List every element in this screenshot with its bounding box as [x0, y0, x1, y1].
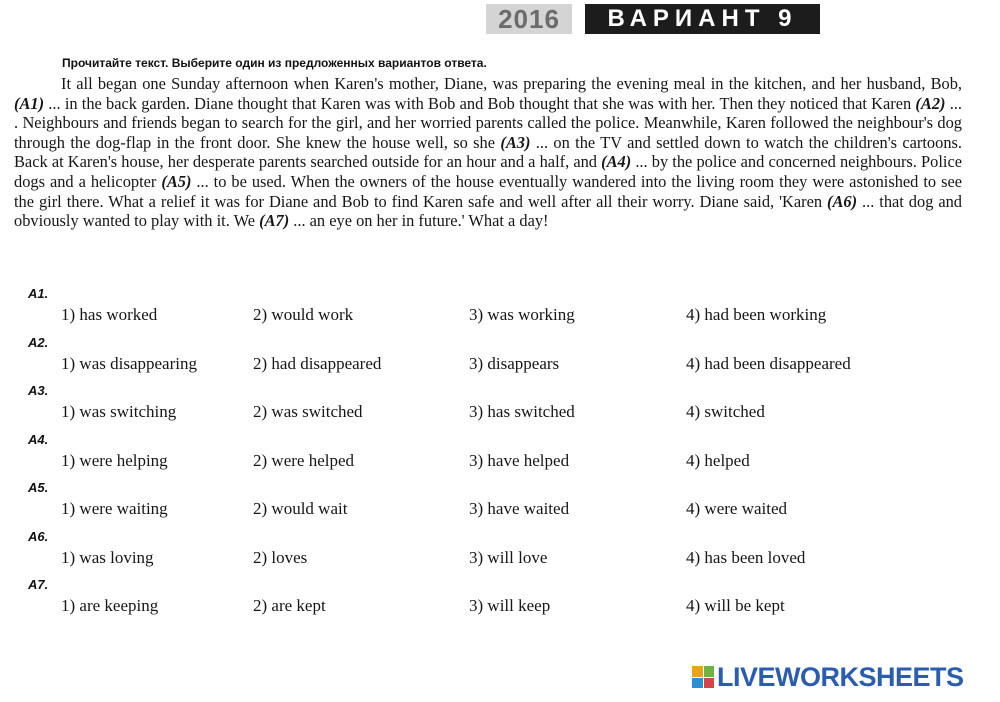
answer-option[interactable]: 4) will be kept	[686, 596, 785, 615]
question-label: A6.	[28, 528, 49, 544]
passage-text: ... to be used. When the owners of the house eventually wandered into the living room they were astonished to see the girl there. What a relief it was for Diane and Bob to find Karen safe and well after all their worry. Diane said, 'Karen	[14, 171, 963, 211]
answer-option[interactable]: 1) was switching	[61, 402, 177, 421]
passage-text: ... an eye on her in future.' What a day!	[289, 211, 549, 231]
answer-option[interactable]: 2) loves	[253, 547, 308, 567]
question-label: A5.	[28, 480, 49, 495]
answer-option[interactable]: 2) are kept	[253, 596, 326, 615]
answer-option[interactable]: 4) were waited	[686, 499, 788, 518]
answer-option[interactable]: 4) had been disappeared	[686, 353, 851, 373]
instruction-text: Прочитайте текст. Выберите один из предложенных вариантов ответа.	[62, 56, 487, 70]
answer-option[interactable]: 3) have waited	[469, 499, 570, 518]
passage-text: ... in the back garden. Diane thought that Karen was with Bob and Bob thought that she was with her. Then they noticed that Karen	[44, 93, 916, 113]
answer-option[interactable]: 4) switched	[686, 402, 765, 421]
answer-option[interactable]: 1) are keeping	[61, 596, 159, 615]
gap-marker: (A3)	[500, 132, 531, 152]
gap-marker: (A2)	[915, 93, 946, 113]
question-label: A2.	[28, 334, 49, 350]
answer-option[interactable]: 2) would wait	[253, 499, 348, 518]
logo-square	[692, 678, 703, 689]
answer-option[interactable]: 1) was disappearing	[61, 353, 197, 373]
question-label: A1.	[28, 286, 49, 301]
answer-option[interactable]: 4) helped	[686, 450, 750, 470]
gap-marker: (A6)	[827, 191, 858, 211]
answer-option[interactable]: 2) would work	[253, 305, 354, 324]
logo-square	[704, 666, 715, 677]
question-label: A4.	[28, 431, 49, 447]
passage-text: ... on the TV and settled down to watch the children's cartoons. Back at Karen's house, her desperate parents searched outside for an hour and a half, and	[14, 132, 962, 172]
gap-marker: (A7)	[259, 211, 290, 231]
year-badge: 2016	[486, 4, 572, 34]
question-label: A7.	[28, 577, 49, 592]
question-label: A3.	[28, 383, 49, 398]
answer-option[interactable]: 3) will love	[469, 547, 548, 567]
variant-title: ВАРИАНТ 9	[585, 4, 820, 34]
answer-option[interactable]: 1) were waiting	[61, 499, 168, 518]
gap-marker: (A4)	[601, 152, 632, 172]
answer-option[interactable]: 3) will keep	[469, 596, 551, 615]
answer-option[interactable]: 3) has switched	[469, 402, 575, 421]
logo-text: LIVEWORKSHEETS	[717, 661, 964, 692]
answer-option[interactable]: 1) was loving	[61, 547, 154, 567]
gap-marker: (A5)	[161, 171, 192, 191]
passage-text: ... . Neighbours and friends began to search for the girl, and her worried parents called the police. Meanwhile, Karen followed the neighbour's dog through the dog-flap in the front door. She knew the house well, so she	[14, 93, 962, 152]
answer-option[interactable]: 2) was switched	[253, 402, 363, 421]
answer-option[interactable]: 2) were helped	[253, 450, 355, 470]
answer-option[interactable]: 4) has been loved	[686, 547, 806, 567]
logo-square	[704, 678, 715, 689]
answer-option[interactable]: 3) have helped	[469, 450, 570, 470]
gap-marker: (A1)	[14, 93, 45, 113]
answer-option[interactable]: 1) were helping	[61, 450, 168, 470]
reading-passage	[14, 74, 962, 231]
answer-option[interactable]: 3) was working	[469, 305, 575, 324]
passage-text: It all began one Sunday afternoon when Karen's mother, Diane, was preparing the evening meal in the kitchen, and her husband, Bob,	[61, 74, 962, 93]
answer-option[interactable]: 3) disappears	[469, 353, 560, 373]
passage-text: ... that dog and obviously wanted to play with it. We	[14, 191, 963, 231]
logo-square	[692, 666, 703, 677]
answer-option[interactable]: 2) had disappeared	[253, 353, 382, 373]
liveworksheets-logo-icon	[692, 666, 714, 688]
answer-option[interactable]: 1) has worked	[61, 305, 158, 324]
liveworksheets-logo	[692, 662, 964, 692]
passage-text: ... by the police and concerned neighbours. Police dogs and a helicopter	[14, 152, 962, 191]
answer-option[interactable]: 4) had been working	[686, 305, 827, 324]
